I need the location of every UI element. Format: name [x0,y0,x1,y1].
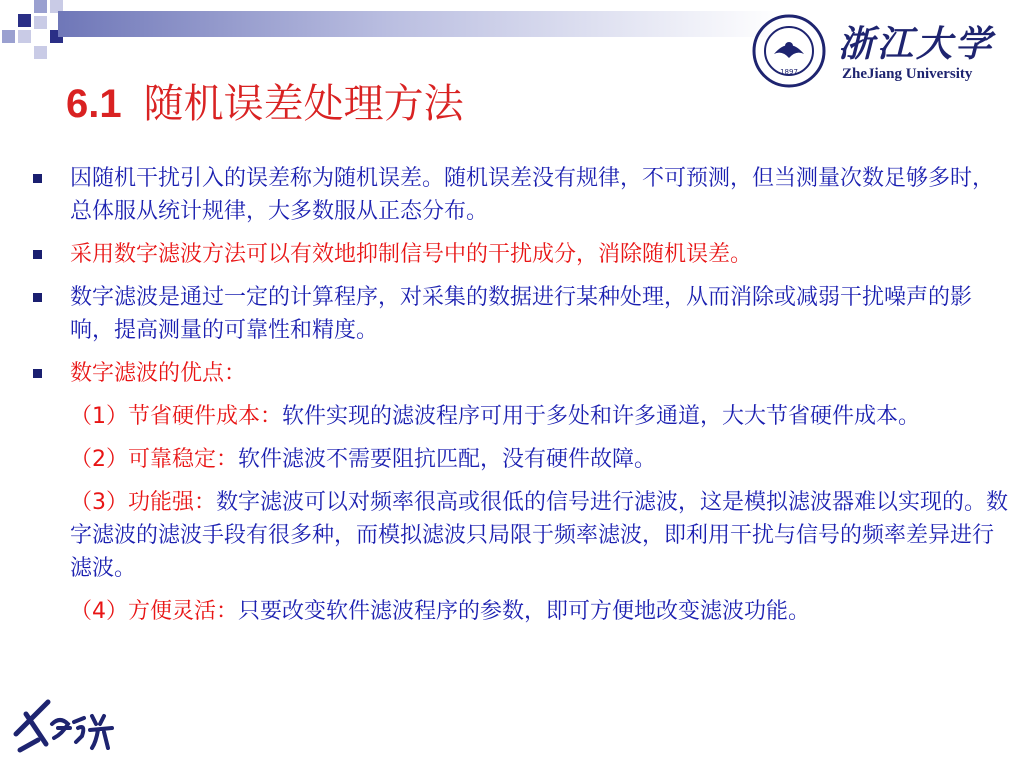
university-seal-icon [752,14,826,88]
bullet-item [30,162,1010,228]
advantage-label: （3）功能强： [70,490,216,515]
bullet-item [30,238,1010,271]
square-bullet-icon [33,174,42,183]
decor-square [34,46,47,59]
header-gradient-bar [58,11,782,37]
bullet-text: 数字滤波是通过一定的计算程序，对采集的数据进行某种处理，从而消除或减弱干扰噪声的影响，提高测量的可靠性和精度。 [70,285,973,343]
section-number: 6.1 [66,82,122,126]
decor-square [18,14,31,27]
advantage-item [30,400,1010,433]
decor-square [34,16,47,29]
slide-content [30,162,1010,638]
university-name-en: ZheJiang University [842,66,973,82]
title-text: 随机误差处理方法 [143,81,464,127]
advantage-item [30,486,1010,585]
square-bullet-icon [33,293,42,302]
square-bullet-icon [33,250,42,259]
university-name-cn: 浙江大学 [838,23,995,65]
advantage-text: 软件滤波不需要阻抗匹配，没有硬件故障。 [238,447,657,472]
seal-year: 1897 [780,68,798,76]
advantage-text: 只要改变软件滤波程序的参数，即可方便地改变滤波功能。 [238,599,811,624]
decor-square [18,30,31,43]
calligraphy-logo-icon [8,694,118,764]
advantage-label: （1）节省硬件成本： [70,404,282,429]
square-bullet-icon [33,369,42,378]
bullet-item [30,281,1010,347]
bullet-text: 因随机干扰引入的误差称为随机误差。随机误差没有规律，不可预测，但当测量次数足够多时，总体服从统计规律，大多数服从正态分布。 [70,166,995,224]
advantage-text: 软件实现的滤波程序可用于多处和许多通道，大大节省硬件成本。 [282,404,921,429]
decor-square [2,30,15,43]
university-logo [752,14,1014,94]
bullet-text: 数字滤波的优点： [70,361,247,386]
advantage-item [30,443,1010,476]
advantage-text: 数字滤波可以对频率很高或很低的信号进行滤波，这是模拟滤波器难以实现的。数字滤波的滤波手段有很多种，而模拟滤波只局限于频率滤波，即利用干扰与信号的频率差异进行滤波。 [70,490,1009,581]
slide-title [66,78,464,130]
bullet-item [30,357,1010,390]
advantage-label: （2）可靠稳定： [70,447,238,472]
decor-square [34,0,47,13]
advantage-label: （4）方便灵活： [70,599,238,624]
bullet-text: 采用数字滤波方法可以有效地抑制信号中的干扰成分，消除随机误差。 [70,242,753,267]
advantage-item [30,595,1010,628]
